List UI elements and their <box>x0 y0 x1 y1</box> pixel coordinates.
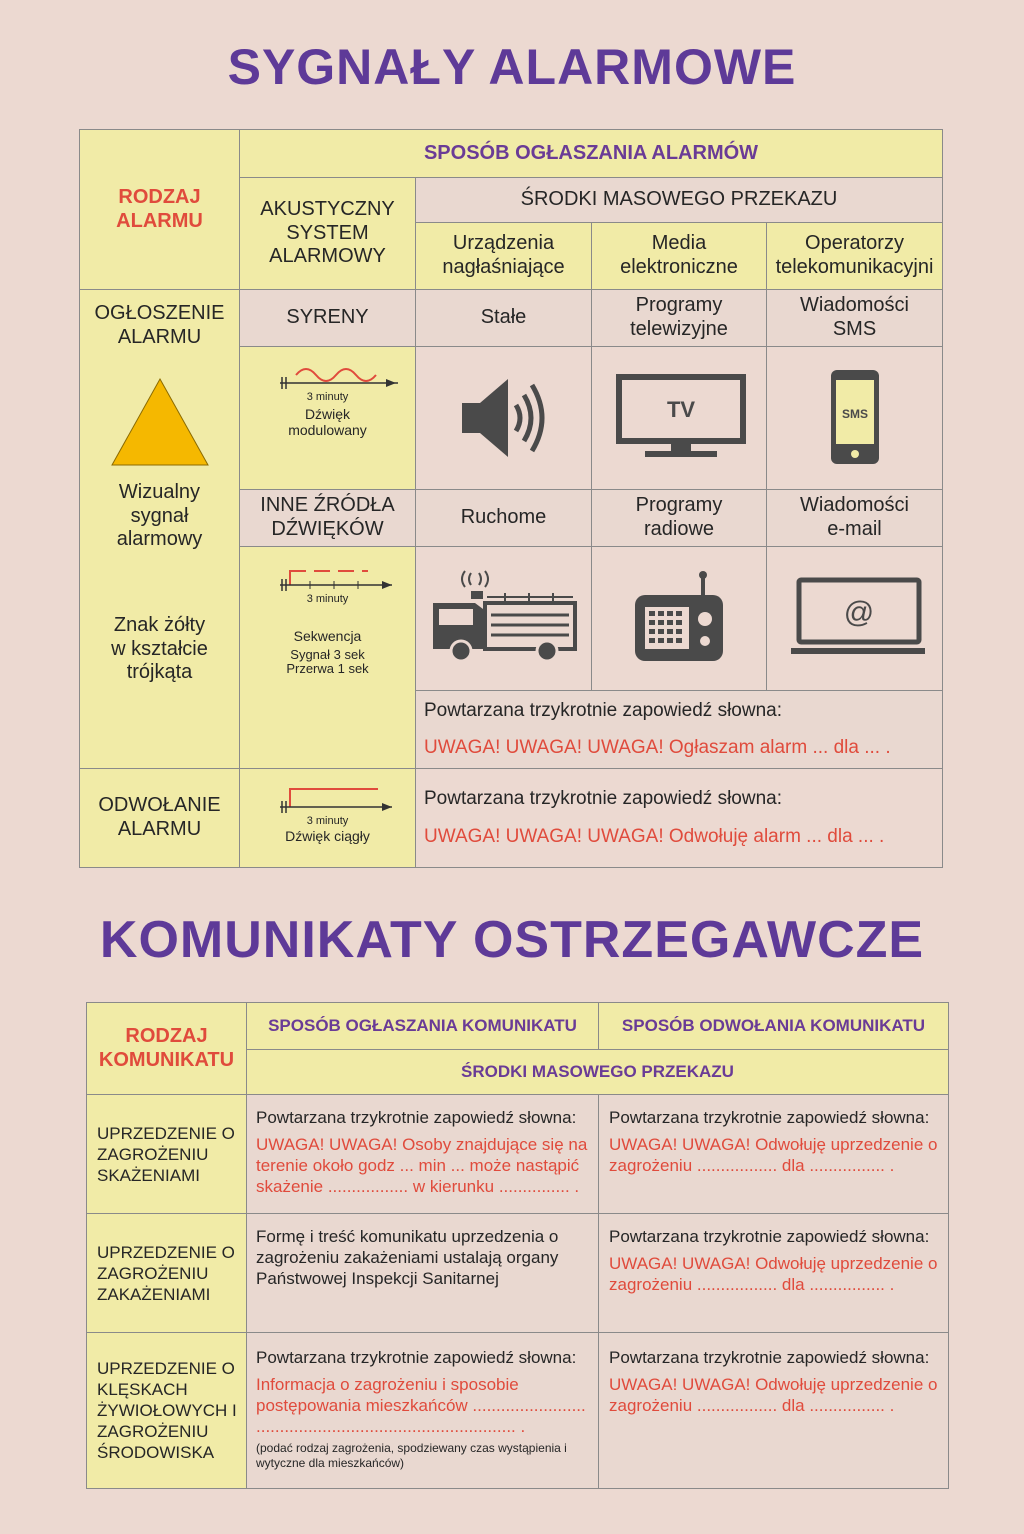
announce-disaster <box>246 1332 599 1489</box>
cell-tv <box>591 346 767 490</box>
siren-sound-label: Dźwięk modulowany <box>288 405 367 439</box>
cell-tv-programs <box>591 289 767 347</box>
sms-label: Wiadomości SMS <box>800 294 909 340</box>
header-announce-method <box>239 129 943 178</box>
header-acoustic-label: AKUSTYCZNY SYSTEM ALARMOWY <box>260 198 395 268</box>
cell-phone <box>766 346 943 490</box>
header-electronic-media <box>591 222 767 290</box>
radio-programs-label: Programy radiowe <box>635 494 723 540</box>
announce-contamination <box>246 1094 599 1214</box>
announce-disaster-intro: Powtarzana trzykrotnie zapowiedź słowna: <box>256 1348 577 1367</box>
announce-contamination-text: UWAGA! UWAGA! Osoby znajdujące się na terenie około godz ... min ... może nastąpić skażenie ................. w kierunku ............... . <box>256 1135 588 1196</box>
at-symbol: @ <box>843 595 874 629</box>
cell-fire-truck <box>415 546 592 691</box>
announce-text: UWAGA! UWAGA! UWAGA! Ogłaszam alarm ... dla ... . <box>424 736 891 758</box>
type-disaster-label: UPRZEDZENIE O KLĘSKACH ŻYWIOŁOWYCH I ZAGROŻENIU ŚRODOWISKA <box>97 1359 237 1462</box>
header-announce-message <box>246 1002 599 1050</box>
siren-minutes: 3 minuty <box>306 391 349 403</box>
cell-fixed <box>415 289 592 347</box>
header-announce-method-label: SPOSÓB OGŁASZANIA ALARMÓW <box>423 141 759 164</box>
other-sources-label: INNE ŹRÓDŁA DŹWIĘKÓW <box>260 494 395 540</box>
title-alarm-signals: SYGNAŁY ALARMOWE <box>227 39 797 95</box>
cell-other-sources <box>239 489 416 547</box>
laptop-icon <box>785 574 925 664</box>
cell-email <box>766 489 943 547</box>
announce-intro: Powtarzana trzykrotnie zapowiedź słowna: <box>424 700 783 722</box>
type-disaster <box>86 1332 247 1489</box>
sirens-label: SYRENY <box>286 306 369 329</box>
tv-programs-label: Programy telewizyjne <box>630 294 728 340</box>
title-warning-messages: KOMUNIKATY OSTRZEGAWCZE <box>99 911 925 969</box>
header-loudspeakers <box>415 222 592 290</box>
cancel-infection-intro: Powtarzana trzykrotnie zapowiedź słowna: <box>609 1227 930 1246</box>
type-contamination-label: UPRZEDZENIE O ZAGROŻENIU SKAŻENIAMI <box>97 1123 235 1185</box>
cell-sms <box>766 289 943 347</box>
header-electronic-media-label: Media elektroniczne <box>620 232 738 278</box>
sequence-minutes: 3 minuty <box>306 593 349 605</box>
cell-announce-text <box>415 690 943 769</box>
header-announce-message-label: SPOSÓB OGŁASZANIA KOMUNIKATU <box>268 1015 577 1035</box>
speaker-icon <box>454 373 554 463</box>
header-acoustic <box>239 177 416 290</box>
continuous-signal-icon <box>258 783 398 815</box>
cancel-contamination-intro: Powtarzana trzykrotnie zapowiedź słowna: <box>609 1108 930 1127</box>
header-alarm-type <box>79 129 240 290</box>
cell-siren-signal <box>239 346 416 490</box>
sequence-signal-icon <box>258 563 398 593</box>
type-infection <box>86 1213 247 1333</box>
cancel-text: UWAGA! UWAGA! UWAGA! Odwołuję alarm ... dla ... . <box>424 826 885 847</box>
cancel-infection <box>598 1213 949 1333</box>
modulated-wave-icon <box>258 361 398 391</box>
row-cancel-alarm <box>79 768 240 868</box>
fixed-label: Stałe <box>480 306 527 329</box>
fire-truck-icon <box>429 569 579 669</box>
cancel-contamination <box>598 1094 949 1214</box>
cancel-intro: Powtarzana trzykrotnie zapowiedź słowna: <box>424 787 783 809</box>
header-media <box>246 1049 949 1095</box>
announce-infection <box>246 1213 599 1333</box>
email-label: Wiadomości e-mail <box>800 494 909 540</box>
cancel-infection-text: UWAGA! UWAGA! Odwołuję uprzedzenie o zagrożeniu ................. dla ................ . <box>609 1254 938 1294</box>
visual-signal-label: Wizualny sygnał alarmowy <box>116 481 203 551</box>
header-message-type-label: RODZAJ KOMUNIKATU <box>98 1024 235 1071</box>
row-announce-alarm <box>79 289 240 769</box>
phone-icon <box>825 368 885 468</box>
cancel-minutes: 3 minuty <box>306 815 349 827</box>
sequence-label: Sekwencja <box>293 627 362 644</box>
cancel-sound-label: Dźwięk ciągły <box>285 827 370 844</box>
cell-cancel-text <box>415 768 943 868</box>
row-announce-label: OGŁOSZENIE ALARMU <box>94 302 225 348</box>
cell-radio <box>591 546 767 691</box>
sequence-detail: Sygnał 3 sek Przerwa 1 sek <box>286 647 369 677</box>
cancel-disaster-intro: Powtarzana trzykrotnie zapowiedź słowna: <box>609 1348 930 1367</box>
triangle-icon <box>110 377 210 467</box>
sms-text: SMS <box>841 407 868 421</box>
tv-icon <box>609 373 749 463</box>
mobile-label: Ruchome <box>460 506 547 529</box>
row-cancel-label: ODWOŁANIE ALARMU <box>98 794 221 840</box>
announce-contamination-intro: Powtarzana trzykrotnie zapowiedź słowna: <box>256 1108 577 1127</box>
header-mass-media <box>415 177 943 223</box>
cell-mobile <box>415 489 592 547</box>
cancel-disaster <box>598 1332 949 1489</box>
cell-sirens <box>239 289 416 347</box>
header-loudspeakers-label: Urządzenia nagłaśniające <box>442 232 565 278</box>
cell-continuous-signal <box>239 768 416 868</box>
header-operators-label: Operatorzy telekomunikacyjni <box>775 232 934 278</box>
cell-sequence-signal <box>239 546 416 769</box>
header-message-type <box>86 1002 247 1095</box>
header-cancel-message <box>598 1002 949 1050</box>
header-alarm-type-label: RODZAJ ALARMU <box>116 185 203 232</box>
yellow-sign-label: Znak żółty w kształcie trójkąta <box>111 613 208 684</box>
announce-disaster-text: Informacja o zagrożeniu i sposobie postępowania mieszkańców ........................ ....................................................... . <box>256 1375 586 1436</box>
header-mass-media-label: ŚRODKI MASOWEGO PRZEKAZU <box>520 188 838 211</box>
announce-disaster-note: (podać rodzaj zagrożenia, spodziewany czas wystąpienia i wytyczne dla mieszkańców) <box>256 1441 567 1470</box>
cell-laptop <box>766 546 943 691</box>
announce-infection-intro: Formę i treść komunikatu uprzedzenia o zagrożeniu zakażeniami ustalają organy Państwowej Inspekcji Sanitarnej <box>256 1227 559 1288</box>
cell-speaker <box>415 346 592 490</box>
type-contamination <box>86 1094 247 1214</box>
cancel-contamination-text: UWAGA! UWAGA! Odwołuję uprzedzenie o zagrożeniu ................. dla ................ . <box>609 1135 938 1175</box>
header-operators <box>766 222 943 290</box>
cancel-disaster-text: UWAGA! UWAGA! Odwołuję uprzedzenie o zagrożeniu ................. dla ................ . <box>609 1375 938 1415</box>
radio-icon <box>629 569 729 669</box>
cell-radio-programs <box>591 489 767 547</box>
header-cancel-message-label: SPOSÓB ODWOŁANIA KOMUNIKATU <box>621 1015 926 1035</box>
tv-text: TV <box>666 397 696 422</box>
header-media-label: ŚRODKI MASOWEGO PRZEKAZU <box>461 1061 734 1081</box>
type-infection-label: UPRZEDZENIE O ZAGROŻENIU ZAKAŻENIAMI <box>97 1242 235 1304</box>
